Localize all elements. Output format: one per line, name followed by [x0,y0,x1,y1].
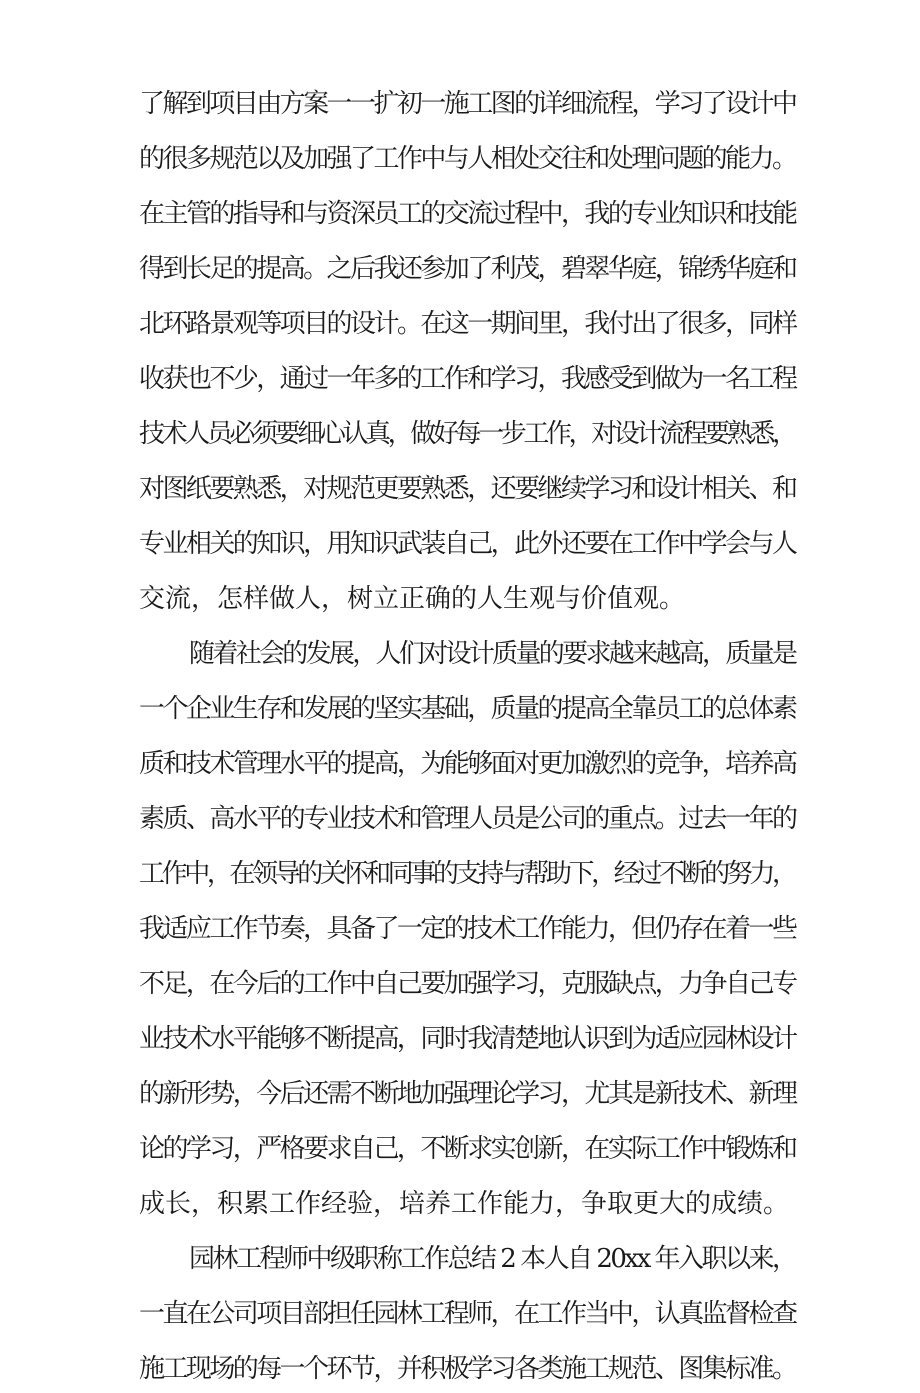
paragraph-1-line-4: 得到长足的提高。之后我还参加了利茂，碧翠华庭，锦绣华庭和 [139,254,796,284]
paragraph-2-line-7: 不足，在今后的工作中自己要加强学习，克服缺点，力争自己专 [139,969,796,999]
paragraph-1-line-5: 北环路景观等项目的设计。在这一期间里，我付出了很多，同样 [139,309,796,339]
paragraph-2-line-8: 业技术水平能够不断提高，同时我清楚地认识到为适应园林设计 [139,1024,796,1054]
paragraph-1-line-10: 交流，怎样做人，树立正确的人生观与价值观。 [139,584,686,614]
paragraph-1-line-2: 的很多规范以及加强了工作中与人相处交往和处理问题的能力。 [139,144,796,174]
paragraph-2-line-1: 随着社会的发展，人们对设计质量的要求越来越高，质量是 [189,639,796,669]
paragraph-2-line-3: 质和技术管理水平的提高，为能够面对更加激烈的竞争，培养高 [139,749,796,779]
paragraph-1-line-7: 技术人员必须要细心认真，做好每一步工作，对设计流程要熟悉， [139,419,795,449]
paragraph-2-line-5: 工作中，在领导的关怀和同事的支持与帮助下，经过不断的努力， [139,859,795,889]
paragraph-3-line-2: 一直在公司项目部担任园林工程师，在工作当中，认真监督检查 [139,1299,796,1329]
paragraph-1-line-9: 专业相关的知识，用知识武装自己，此外还要在工作中学会与人 [139,529,796,559]
paragraph-2-line-2: 一个企业生存和发展的坚实基础，质量的提高全靠员工的总体素 [139,694,796,724]
paragraph-2-line-11: 成长，积累工作经验，培养工作能力，争取更大的成绩。 [139,1189,790,1219]
paragraph-1-line-1: 了解到项目由方案一一扩初一施工图的详细流程，学习了设计中 [139,89,796,119]
paragraph-3-line-3: 施工现场的每一个环节，并积极学习各类施工规范、图集标准。 [139,1354,796,1384]
paragraph-3-line-1: 园林工程师中级职称工作总结 2 本人自 20xx 年入职以来， [189,1244,796,1274]
paragraph-2-line-9: 的新形势，今后还需不断地加强理论学习，尤其是新技术、新理 [139,1079,796,1109]
paragraph-2-line-6: 我适应工作节奏，具备了一定的技术工作能力，但仍存在着一些 [139,914,796,944]
paragraph-1-line-8: 对图纸要熟悉，对规范更要熟悉，还要继续学习和设计相关、和 [139,474,796,504]
paragraph-2-line-4: 素质、高水平的专业技术和管理人员是公司的重点。过去一年的 [139,804,796,834]
paragraph-1-line-6: 收获也不少，通过一年多的工作和学习，我感受到做为一名工程 [139,364,796,394]
paragraph-2-line-10: 论的学习，严格要求自己，不断求实创新，在实际工作中锻炼和 [139,1134,796,1164]
paragraph-1-line-3: 在主管的指导和与资深员工的交流过程中，我的专业知识和技能 [139,199,796,229]
